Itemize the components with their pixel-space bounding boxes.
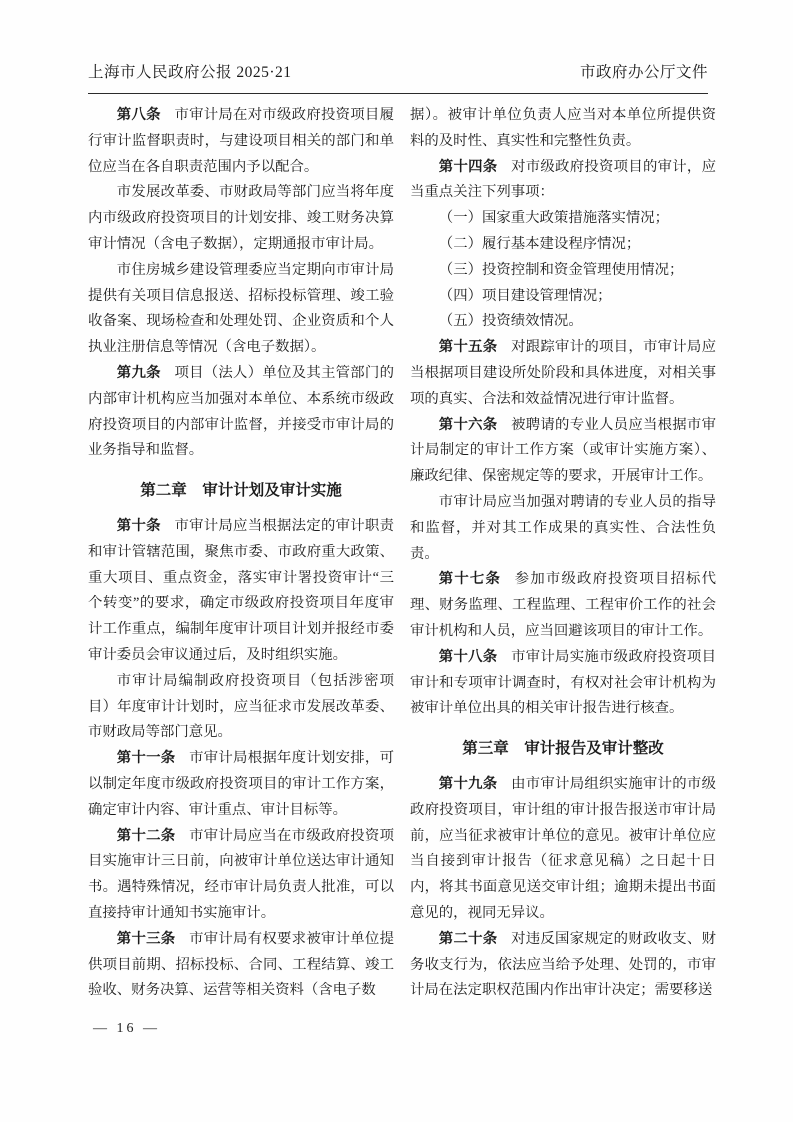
paragraph: 第十八条 市审计局实施市级政府投资项目审计和专项审计调查时，有权对社会审计机构为被审计单位出具的相关审计报告进行核查。 bbox=[410, 648, 716, 717]
paragraph: 据）。被审计单位负责人应当对本单位所提供资料的及时性、真实性和完整性负责。 bbox=[410, 107, 716, 149]
paragraph: 第十七条 参加市级政府投资项目招标代理、财务监理、工程监理、工程审价工作的社会审计机构和人员，应当回避该项目的审计工作。 bbox=[410, 571, 716, 639]
page-number: — 16 — bbox=[93, 1021, 160, 1036]
article-number: 第十七条 bbox=[438, 571, 502, 588]
paragraph: 第十三条 市审计局有权要求被审计单位提供项目前期、招标投标、合同、工程结算、竣工验收、财务决算、运营等相关资料（含电子数 bbox=[88, 930, 394, 999]
paragraph: 第十条 市审计局应当根据法定的审计职责和审计管辖范围，聚焦市委、市政府重大政策、重大项目、重点资金，落实审计署投资审计“三个转变”的要求，确定市级政府投资项目年度审计工作重点，编制年度审计项目计划并报经市委审计委员会审议通过后，及时组织实施。 bbox=[88, 517, 394, 663]
paragraph: 第九条 项目（法人）单位及其主管部门的内部审计机构应当加强对本单位、本系统市级政府投资项目的内部审计监督，并接受市审计局的业务指导和监督。 bbox=[88, 364, 394, 459]
article-number: 第十五条 bbox=[438, 339, 498, 356]
article-number: 第十六条 bbox=[438, 416, 498, 433]
article-number: 第九条 bbox=[116, 364, 161, 381]
article-number: 第十一条 bbox=[116, 750, 176, 767]
article-number: 第十四条 bbox=[438, 158, 498, 175]
article-number: 第十三条 bbox=[116, 930, 176, 947]
list-item: （四）项目建设管理情况； bbox=[438, 287, 612, 304]
paragraph: 第十二条 市审计局应当在市级政府投资项目实施审计三日前，向被审计单位送达审计通知书。遇特殊情况，经市审计局负责人批准，可以直接持审计通知书实施审计。 bbox=[88, 827, 394, 921]
paragraph: 第十九条 由市审计局组织实施审计的市级政府投资项目，审计组的审计报告报送市审计局前，应当征求被审计单位的意见。被审计单位应当自接到审计报告（征求意见稿）之日起十日内，将其书面意见送交审计组；逾期未提出书面意见的，视同无异议。 bbox=[410, 775, 716, 921]
paragraph: 第二十条 对违反国家规定的财政收支、财务收支行为，依法应当给予处理、处罚的，市审计局在法定职权范围内作出审计决定；需要移送 bbox=[410, 930, 716, 999]
paragraph: 第十四条 对市级政府投资项目的审计，应当重点关注下列事项： bbox=[410, 158, 716, 201]
list-item: （一）国家重大政策措施落实情况； bbox=[438, 210, 670, 227]
left-column bbox=[88, 103, 394, 1004]
paragraph: 第十五条 对跟踪审计的项目，市审计局应当根据项目建设所处阶段和具体进度，对相关事项的真实、合法和效益情况进行审计监督。 bbox=[410, 339, 716, 407]
paragraph: 第十一条 市审计局根据年度计划安排，可以制定年度市级政府投资项目的审计工作方案，确定审计内容、审计重点、审计目标等。 bbox=[88, 750, 394, 818]
page-header bbox=[88, 60, 708, 94]
list-item: （五）投资绩效情况。 bbox=[438, 313, 583, 330]
right-column bbox=[410, 103, 716, 1004]
document-category: 市政府办公厅文件 bbox=[579, 64, 708, 81]
article-number: 第十条 bbox=[116, 517, 161, 534]
chapter-heading: 第二章 审计计划及审计实施 bbox=[140, 482, 342, 500]
article-number: 第八条 bbox=[116, 107, 161, 123]
article-number: 第十八条 bbox=[438, 648, 498, 665]
list-item: （二）履行基本建设程序情况； bbox=[438, 235, 641, 252]
article-number: 第二十条 bbox=[438, 930, 498, 947]
paragraph: 市住房城乡建设管理委应当定期向市审计局提供有关项目信息报送、招标投标管理、竣工验收备案、现场检查和处理处罚、企业资质和个人执业注册信息等情况（含电子数据）。 bbox=[88, 261, 394, 356]
paragraph: 市审计局编制政府投资项目（包括涉密项目）年度审计计划时，应当征求市发展改革委、市财政局等部门意见。 bbox=[88, 672, 394, 741]
article-number: 第十九条 bbox=[438, 775, 498, 792]
chapter-heading: 第三章 审计报告及审计整改 bbox=[462, 740, 664, 758]
paragraph: 第十六条 被聘请的专业人员应当根据市审计局制定的审计工作方案（或审计实施方案）、廉政纪律、保密规定等的要求，开展审计工作。 bbox=[410, 416, 716, 485]
document-body bbox=[88, 103, 716, 1004]
article-number: 第十二条 bbox=[116, 827, 176, 844]
paragraph: 市审计局应当加强对聘请的专业人员的指导和监督，并对其工作成果的真实性、合法性负责。 bbox=[410, 493, 716, 562]
paragraph: 市发展改革委、市财政局等部门应当将年度内市级政府投资项目的计划安排、竣工财务决算审计情况（含电子数据），定期通报市审计局。 bbox=[88, 184, 394, 252]
paragraph: 第八条 市审计局在对市级政府投资项目履行审计监督职责时，与建设项目相关的部门和单位应当在各自职责范围内予以配合。 bbox=[88, 107, 394, 175]
gazette-title: 上海市人民政府公报 2025·21 bbox=[88, 64, 292, 81]
list-item: （三）投资控制和资金管理使用情况； bbox=[438, 261, 684, 278]
